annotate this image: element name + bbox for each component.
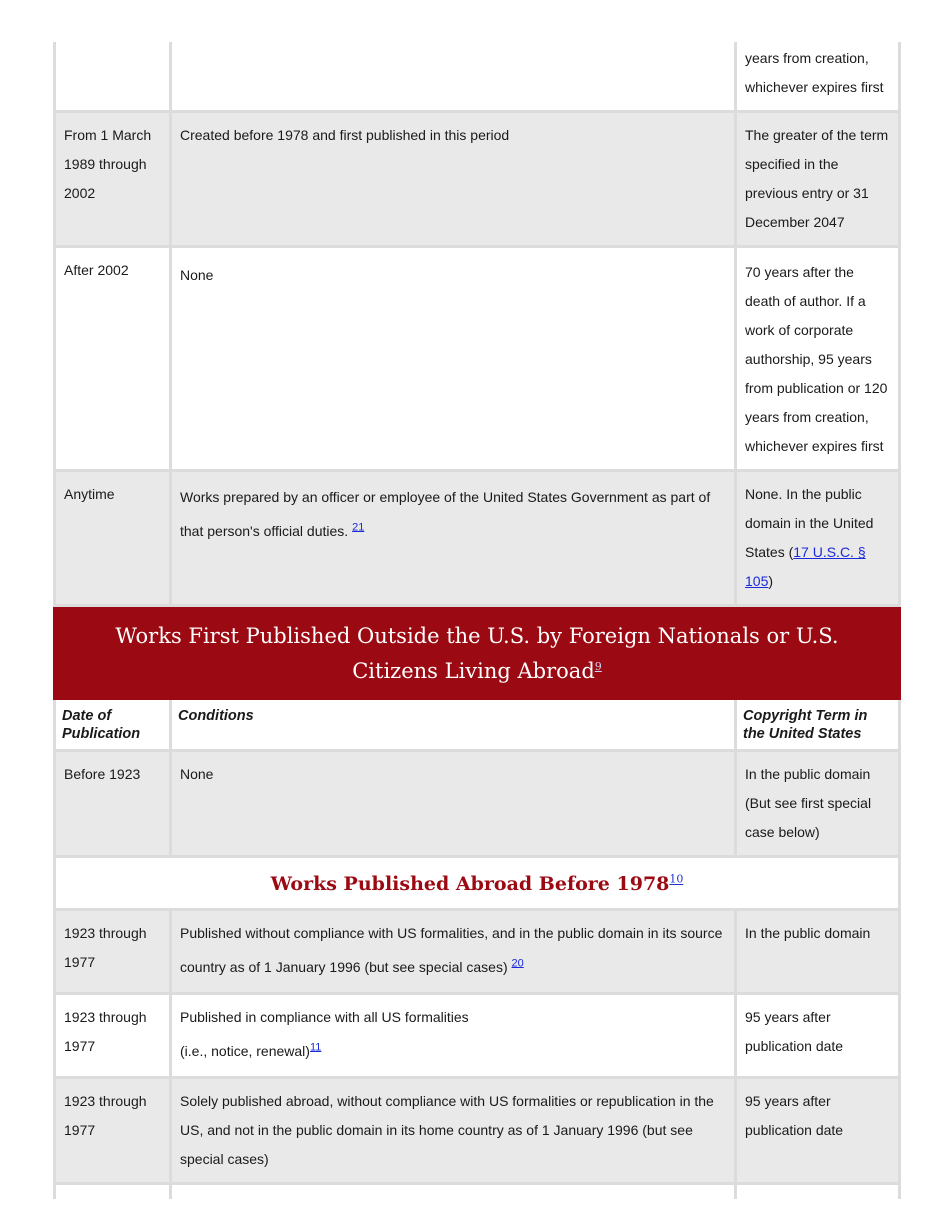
term-cell: years from creation, whichever expires first	[736, 42, 900, 112]
table-row-partial	[55, 1184, 900, 1200]
header-term: Copyright Term in the United States	[736, 699, 900, 751]
footnote-link-9[interactable]: 9	[594, 660, 602, 673]
conditions-line-1: Published in compliance with all US formalities	[180, 1009, 469, 1025]
conditions-cell: None	[171, 751, 736, 857]
table-row	[55, 910, 900, 994]
term-cell: 95 years after publication date	[736, 994, 900, 1078]
conditions-cell: Created before 1978 and first published in this period	[171, 112, 736, 247]
date-cell: 1923 through 1977	[55, 994, 171, 1078]
conditions-cell	[171, 994, 736, 1078]
date-cell: Before 1923	[55, 751, 171, 857]
footnote-link-11[interactable]: 11	[309, 1041, 322, 1054]
table-row	[55, 112, 900, 247]
section-banner	[55, 606, 900, 699]
subheading-title: Works Published Abroad Before 1978	[270, 873, 670, 895]
table-row	[55, 471, 900, 606]
conditions-text: Works prepared by an officer or employee of the United States Government as part of that person's official duties.	[180, 489, 711, 539]
copyright-table-container	[53, 42, 898, 1199]
term-cell: The greater of the term specified in the previous entry or 31 December 2047	[736, 112, 900, 247]
term-text-end: )	[768, 573, 774, 589]
date-cell: Anytime	[55, 471, 171, 606]
table-row	[55, 751, 900, 857]
conditions-cell: Solely published abroad, without compliance with US formalities or republication in the US, and not in the public domain in its home country as of 1 January 1996 (but see special cases)	[171, 1078, 736, 1184]
conditions-text: Published without compliance with US formalities, and in the public domain in its source country as of 1 January 1996 (but see special cases)	[180, 925, 723, 975]
header-date: Date of Publication	[55, 699, 171, 751]
table-row	[55, 42, 900, 112]
section-banner-title: Works First Published Outside the U.S. by Foreign Nationals or U.S. Citizens Living Abroad	[115, 624, 839, 683]
conditions-cell	[171, 471, 736, 606]
table-row	[55, 1078, 900, 1184]
date-cell: After 2002	[55, 247, 171, 471]
term-cell: In the public domain	[736, 910, 900, 994]
footnote-link-10[interactable]: 10	[669, 872, 684, 886]
table-row	[55, 994, 900, 1078]
conditions-cell: None	[171, 247, 736, 471]
footnote-link-20[interactable]: 20	[511, 957, 524, 970]
conditions-line-2	[180, 1034, 726, 1068]
usc-105-link[interactable]: 17 U.S.C. § 105	[745, 544, 866, 589]
header-conditions: Conditions	[171, 699, 736, 751]
conditions-cell	[171, 910, 736, 994]
date-cell	[55, 42, 171, 112]
term-cell	[736, 471, 900, 606]
term-cell: 95 years after publication date	[736, 1078, 900, 1184]
conditions-line-2-text: (i.e., notice, renewal)	[180, 1043, 310, 1059]
term-cell	[736, 1184, 900, 1200]
subheading	[55, 857, 900, 910]
date-cell: 1923 through 1977	[55, 1078, 171, 1184]
subheading-row	[55, 857, 900, 910]
date-cell	[55, 1184, 171, 1200]
section-banner-row	[55, 606, 900, 699]
term-cell: 70 years after the death of author. If a work of corporate authorship, 95 years from publication or 120 years from creation, whichever expires first	[736, 247, 900, 471]
table-row	[55, 247, 900, 471]
conditions-cell	[171, 1184, 736, 1200]
term-cell: In the public domain (But see first special case below)	[736, 751, 900, 857]
column-header-row	[55, 699, 900, 751]
date-cell: From 1 March 1989 through 2002	[55, 112, 171, 247]
term-text: None. In the public domain in the United States (	[745, 486, 874, 560]
footnote-link-21[interactable]: 21	[352, 521, 365, 534]
conditions-cell	[171, 42, 736, 112]
copyright-term-table	[53, 42, 901, 1199]
date-cell: 1923 through 1977	[55, 910, 171, 994]
